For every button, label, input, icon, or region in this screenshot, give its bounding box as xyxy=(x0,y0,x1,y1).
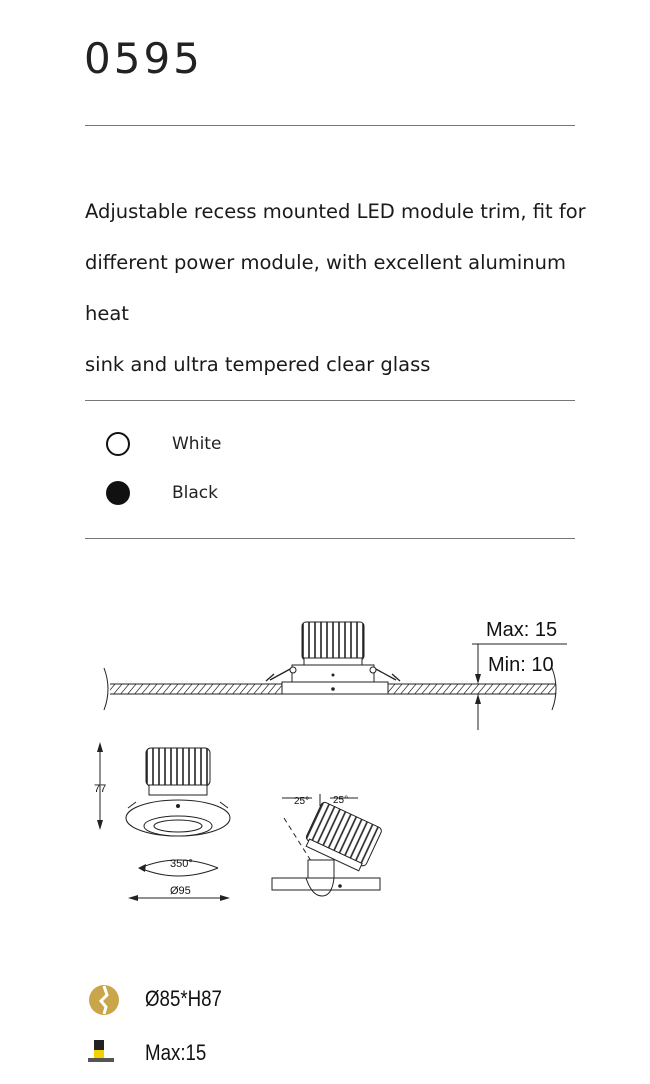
ceiling-thickness-icon xyxy=(88,1038,114,1064)
fixture-front-view xyxy=(94,742,230,901)
diameter-label: Ø95 xyxy=(170,885,191,897)
technical-drawing xyxy=(0,560,650,920)
color-label-black: Black xyxy=(172,483,218,503)
description-line: Adjustable recess mounted LED module trim, fit for xyxy=(85,200,586,223)
ceiling-thickness-value: Max:15 xyxy=(145,1040,207,1065)
cutout-size-icon xyxy=(88,984,120,1016)
fixture-side-view xyxy=(266,622,400,694)
product-description xyxy=(85,186,595,390)
max-thickness-label: Max: 15 xyxy=(486,619,558,641)
divider-bottom xyxy=(85,538,575,539)
product-code: 0595 xyxy=(84,34,203,83)
ceiling-thickness-dimension xyxy=(472,619,567,730)
tilt-left-label: 25° xyxy=(294,796,310,807)
color-swatch-black[interactable] xyxy=(106,481,130,505)
height-label: 77 xyxy=(94,783,107,795)
fixture-tilt-view xyxy=(272,794,383,896)
rotation-label: 350° xyxy=(170,858,193,870)
color-swatch-white[interactable] xyxy=(106,432,130,456)
cutout-size-value: Ø85*H87 xyxy=(145,986,222,1011)
divider-top xyxy=(85,125,575,126)
description-line: different power module, with excellent aluminum heat xyxy=(85,251,566,325)
color-label-white: White xyxy=(172,434,222,454)
divider-middle xyxy=(85,400,575,401)
tilt-right-label: 25° xyxy=(333,795,349,806)
min-thickness-label: Min: 10 xyxy=(488,654,554,676)
description-line: sink and ultra tempered clear glass xyxy=(85,353,431,376)
